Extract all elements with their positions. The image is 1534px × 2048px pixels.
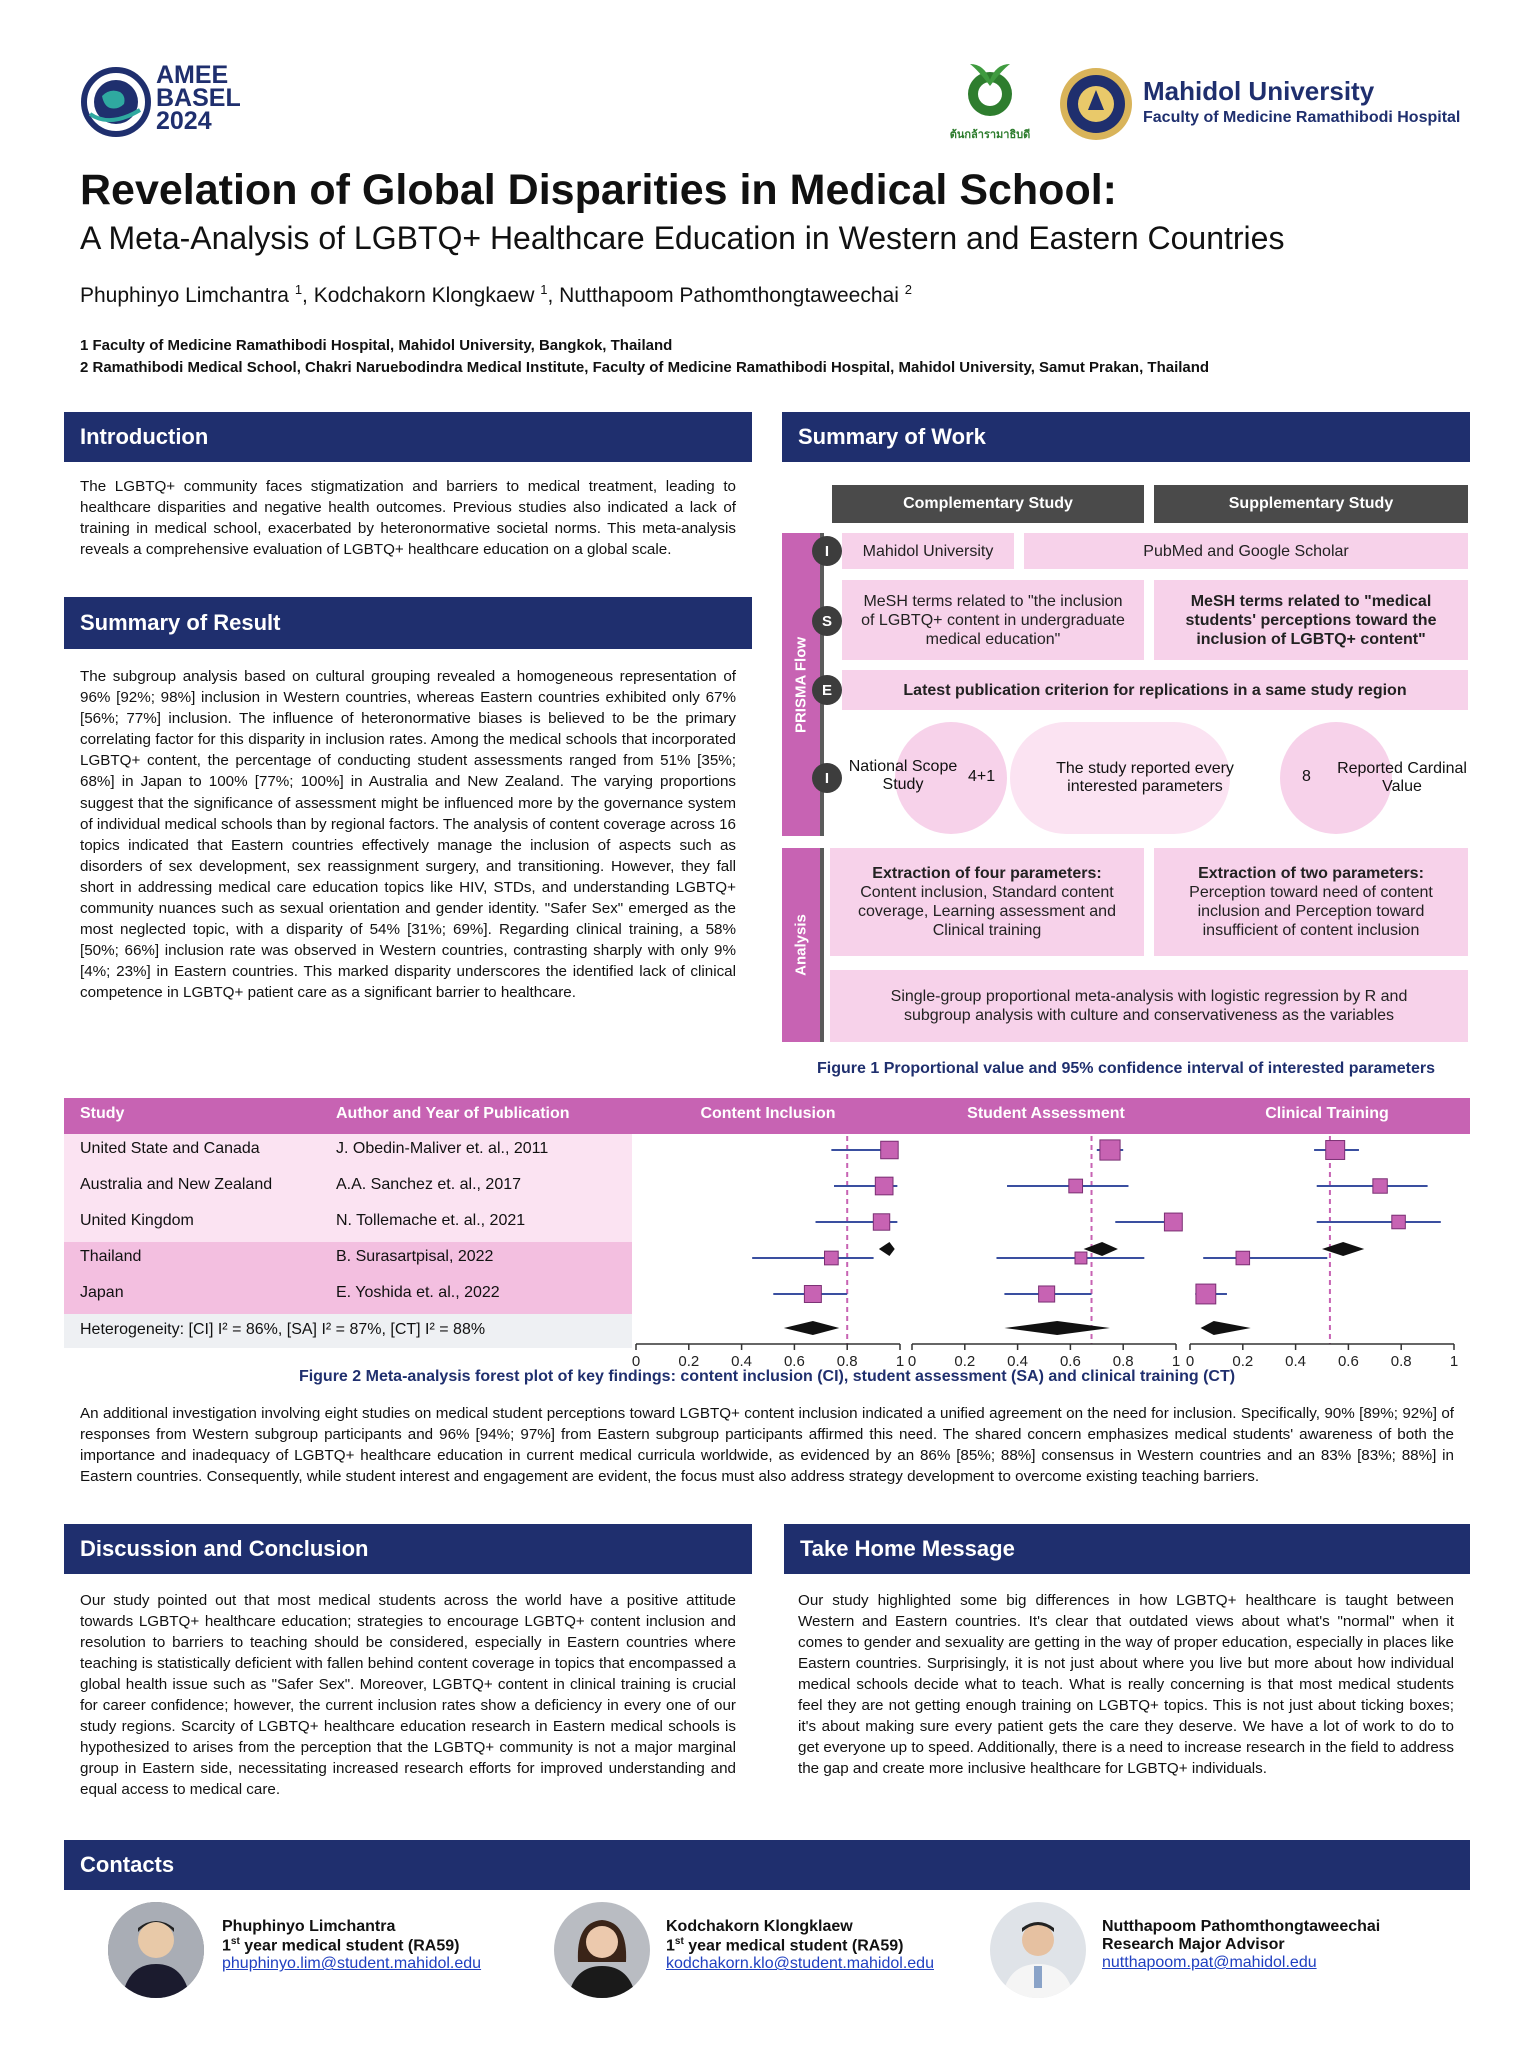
x-axis-tick-label: 0.8 — [1112, 1353, 1134, 1370]
amee-line-2: BASEL — [156, 84, 241, 112]
x-axis-tick-label: 0.2 — [954, 1353, 976, 1370]
study-estimate-point — [1236, 1251, 1250, 1265]
forest-panel-title-ct: Clinical Training — [1265, 1105, 1389, 1122]
study-estimate-point — [1326, 1141, 1345, 1160]
pooled-eastern-diamond — [784, 1321, 839, 1335]
summary-work-heading: Summary of Work — [782, 412, 1470, 462]
study-estimate-point — [1075, 1252, 1087, 1264]
forest-row-author: A.A. Sanchez et. al., 2017 — [336, 1176, 522, 1193]
pooled-western-diamond — [879, 1242, 895, 1256]
study-estimate-point — [881, 1141, 899, 1159]
inclusion-cardinal-value: Reported Cardinal Value — [1337, 760, 1467, 795]
contact-role-text: year medical student (RA59) — [239, 1937, 460, 1955]
prisma-label: PRISMA Flow — [792, 636, 810, 733]
analysis-right-title: Extraction of two parameters: — [1198, 865, 1424, 882]
avatar — [108, 1902, 204, 1998]
study-estimate-point — [1100, 1140, 1120, 1160]
contact-role-text: year medical student (RA59) — [683, 1937, 904, 1955]
author-2: Kodchakorn Klongkaew — [313, 284, 535, 307]
forest-row-author: N. Tollemache et. al., 2021 — [336, 1212, 526, 1229]
amee-line-3: 2024 — [156, 107, 212, 135]
affiliation-1: 1 Faculty of Medicine Ramathibodi Hospital, Mahidol University, Bangkok, Thailand — [80, 337, 673, 354]
person-icon — [108, 1902, 204, 1998]
screening-badge: S — [812, 606, 842, 636]
analysis-right-box — [1154, 848, 1468, 956]
x-axis-tick-label: 0.4 — [1285, 1353, 1307, 1370]
contact-name: Phuphinyo Limchantra — [222, 1918, 396, 1935]
x-axis-tick-label: 0.2 — [678, 1353, 700, 1370]
contact-year-suffix: st — [674, 1936, 684, 1947]
study-estimate-point — [804, 1286, 821, 1303]
x-axis-tick-label: 0.6 — [1059, 1353, 1081, 1370]
contact-year-suffix: st — [230, 1936, 240, 1947]
study-estimate-point — [1069, 1179, 1083, 1193]
inclusion-count-right: 8 — [1302, 768, 1311, 785]
figure-2-caption: Figure 2 Meta-analysis forest plot of key findings: content inclusion (CI), student assessment (SA) and clinical training (CT) — [298, 1368, 1236, 1385]
author-3: Nutthapoom Pathomthongtaweechai — [559, 284, 899, 307]
x-axis-tick-label: 0.4 — [1007, 1353, 1029, 1370]
globe-icon — [80, 66, 152, 138]
screening-right-box: MeSH terms related to "medical students' perceptions toward the inclusion of LGBTQ+ content" — [1154, 580, 1468, 660]
inclusion-count-left: 4+1 — [968, 768, 996, 785]
forest-col-author: Author and Year of Publication — [336, 1105, 570, 1122]
author-separator: , — [302, 284, 308, 307]
contact-2 — [666, 1918, 934, 1973]
forest-row-author: J. Obedin-Maliver et. al., 2011 — [336, 1140, 549, 1157]
discussion-heading: Discussion and Conclusion — [64, 1524, 752, 1574]
sprout-icon — [960, 56, 1020, 118]
analysis-left-title: Extraction of four parameters: — [872, 865, 1102, 882]
forest-col-study: Study — [80, 1105, 125, 1122]
contacts-heading: Contacts — [64, 1840, 1470, 1890]
take-home-heading: Take Home Message — [784, 1524, 1470, 1574]
supplementary-study-header: Supplementary Study — [1154, 485, 1468, 523]
author-1: Phuphinyo Limchantra — [80, 284, 289, 307]
poster-subtitle: A Meta-Analysis of LGBTQ+ Healthcare Education in Western and Eastern Countries — [80, 220, 1285, 256]
faculty-name: Faculty of Medicine Ramathibodi Hospital — [1143, 109, 1461, 126]
additional-investigation-text: An additional investigation involving eight studies on medical student perceptions toward LGBTQ+ content inclusion indicated a unified agreement on the need for inclusion. Specifically, 90% [89%; 92%] of responses from Western subgroup participants and 96% [94%; 97%] from Eastern subgroup participants affirmed this need. The shared concern emphasizes medical students' awareness of both the importance and inadequacy of LGBTQ+ healthcare education in current medical curricula worldwide, as evidenced by an 86% [85%; 88%] consensus in Western countries and an 83% [83%; 88%] in Eastern countries. Consequently, while student interest and engagement are evident, the focus must also address strategy development to overcome existing teaching barriers. — [80, 1405, 1454, 1485]
university-name: Mahidol University — [1143, 76, 1375, 106]
forest-panel-title-sa: Student Assessment — [967, 1105, 1125, 1122]
author-separator: , — [547, 284, 554, 307]
contact-year: 1 — [222, 1937, 231, 1955]
take-home-text: Our study highlighted some big differences in how LGBTQ+ healthcare is taught between Western and Eastern countries. It's clear that outdated views about what's "normal" when it comes to gender and sexuality are getting in the way of proper education, especially in places like Eastern countries. Surprisingly, it is not just about where you live but more about how individual medical schools decide what to teach. What is really concerning is that most medical students feel they are not getting enough training on LGBTQ+ topics. This is not just about ticking boxes; it's about making sure every patient gets the care they deserve. We have a lot of work to do to get everyone up to speed. Additionally, there is a need to increase research in the field to address the gap and create more inclusive healthcare for LGBTQ+ individuals. — [798, 1592, 1454, 1777]
inclusion-criterion: The study reported every interested parameters — [1056, 760, 1234, 795]
person-icon — [554, 1902, 650, 1998]
forest-row-author: E. Yoshida et. al., 2022 — [336, 1284, 500, 1301]
x-axis-tick-label: 0.8 — [1390, 1353, 1412, 1370]
analysis-left-body: Content inclusion, Standard content coverage, Learning assessment and Clinical training — [858, 884, 1116, 939]
contact-1 — [222, 1918, 481, 1973]
analysis-strip-inner — [820, 848, 824, 1042]
pooled-eastern-diamond — [1201, 1321, 1251, 1335]
forest-row-study: United Kingdom — [80, 1212, 194, 1229]
study-estimate-point — [873, 1214, 889, 1230]
summary-result-text: The subgroup analysis based on cultural grouping revealed a homogeneous representation of 96% [92%; 98%] inclusion in Western countries, whereas Eastern countries exhibited only 67% [56%; 77%] inclusion. The influence of heteronormative biases is believed to be the primary correlating factor for this disparity in inclusion rates. Among the medical schools that incorporated LGBTQ+ content, the percentage of conducting student assessments ranged from 51% [35%; 68%] in Japan to 100% [77%; 100%] in Australia and New Zealand. The varying proportions suggest that the significance of assessment might be influenced more by the governance system of individual medical schools than by regional factors. The analysis of content coverage across 16 topics indicated that Eastern countries effectively manage the inclusion of aspects such as disorders of sex development, sex reassignment surgery, and transitioning. However, they fall short in addressing medical care education topics like HIV, STDs, and understanding LGBTQ+ community nuances such as sexual orientation and gender identity. "Safer Sex" emerged as the most neglected topic, with a disparity of 54% [31%; 69%]. Regarding clinical training, a 58% [50%; 66%] inclusion rate was observed in Western countries, contrasting sharply with only 9% [4%; 23%] in Eastern countries. This marked disparity underscores the identified lack of clinical competence in LGBTQ+ patient care as a significant barrier to healthcare. — [80, 668, 736, 1002]
contact-3 — [1102, 1918, 1380, 1972]
university-seal-icon — [1058, 66, 1134, 142]
forest-panel-title-ci: Content Inclusion — [700, 1105, 836, 1122]
contact-email-link[interactable]: phuphinyo.lim@student.mahidol.edu — [222, 1955, 482, 1973]
analysis-label: Analysis — [792, 914, 810, 976]
poster-title: Revelation of Global Disparities in Medical School: — [80, 166, 1117, 214]
author-2-affiliation: 1 — [540, 282, 548, 297]
contact-name: Nutthapoom Pathomthongtaweechai — [1102, 1918, 1381, 1935]
mahidol-seal — [1058, 66, 1134, 142]
analysis-bottom-box: Single-group proportional meta-analysis with logistic regression by R and subgroup analysis with culture and conservativeness as the variables — [830, 970, 1468, 1042]
x-axis-tick-label: 1 — [895, 1353, 905, 1370]
contact-email-link[interactable]: nutthapoom.pat@mahidol.edu — [1102, 1954, 1317, 1971]
study-estimate-point — [1392, 1215, 1406, 1229]
pooled-eastern-diamond — [1004, 1321, 1110, 1335]
forest-row-study: United State and Canada — [80, 1140, 260, 1157]
eligibility-badge: E — [812, 675, 842, 705]
screening-left-box: MeSH terms related to "the inclusion of LGBTQ+ content in undergraduate medical education" — [842, 580, 1144, 660]
x-axis-tick-label: 0.2 — [1232, 1353, 1254, 1370]
forest-plot — [620, 1134, 1470, 1374]
study-estimate-point — [1039, 1286, 1055, 1302]
x-axis-tick-label: 0 — [631, 1353, 641, 1370]
introduction-text: The LGBTQ+ community faces stigmatization and barriers to medical treatment, leading to healthcare disparities and negative health outcomes. Previous studies also indicated a lack of training in medical school, exacerbated by heteronormative societal norms. This meta-analysis reveals a comprehensive evaluation of LGBTQ+ healthcare education on a global scale. — [80, 478, 736, 558]
pooled-western-diamond — [1084, 1242, 1118, 1256]
study-estimate-point — [1373, 1179, 1387, 1193]
forest-row-author: B. Surasartpisal, 2022 — [336, 1248, 494, 1265]
x-axis-tick-label: 0 — [1185, 1353, 1195, 1370]
identification-right-box: PubMed and Google Scholar — [1024, 533, 1468, 569]
forest-row-study: Australia and New Zealand — [80, 1176, 273, 1193]
analysis-right-body: Perception toward need of content inclusion and Perception toward insufficient of content inclusion — [1189, 884, 1433, 939]
study-estimate-point — [1196, 1284, 1216, 1304]
amee-line-1: AMEE — [156, 61, 229, 89]
x-axis-tick-label: 0 — [907, 1353, 917, 1370]
x-axis-tick-label: 1 — [1171, 1353, 1181, 1370]
contact-name: Kodchakorn Klongklaew — [666, 1918, 853, 1935]
complementary-study-header: Complementary Study — [832, 485, 1144, 523]
inclusion-badge: I — [812, 763, 842, 793]
x-axis-tick-label: 0.6 — [1337, 1353, 1359, 1370]
study-estimate-point — [875, 1177, 893, 1195]
introduction-heading: Introduction — [64, 412, 752, 462]
discussion-text: Our study pointed out that most medical students across the world have a positive attitude towards LGBTQ+ healthcare education; strategies to encourage LGBTQ+ content inclusion and resolution to barriers to teaching should be considered, especially in Eastern countries where teaching is statistically deficient with fallen behind content coverage in topics that encompassed a global health issue such as "Safer Sex". Moreover, LGBTQ+ content in clinical training is crucial for career confidence; however, the current inclusion rates show a deficiency in every one of our study regions. Scarcity of LGBTQ+ healthcare education research in Eastern medical schools is hypothesized to arises from the perception that the LGBTQ+ community is not a major marginal group in Eastern side, necessitating increased research efforts for improved understanding and equal access to medical care. — [80, 1592, 736, 1798]
contact-email-link[interactable]: kodchakorn.klo@student.mahidol.edu — [666, 1955, 934, 1973]
affiliation-2: 2 Ramathibodi Medical School, Chakri Naruebodindra Medical Institute, Faculty of Medicine Ramathibodi Hospital, Mahidol University, Samut Prakan, Thailand — [80, 359, 1210, 376]
summary-result-heading: Summary of Result — [64, 597, 752, 649]
pooled-western-diamond — [1322, 1242, 1364, 1256]
avatar — [990, 1902, 1086, 1998]
contact-role — [222, 1936, 481, 1955]
figure-1-caption: Figure 1 Proportional value and 95% confidence interval of interested parameters — [817, 1060, 1435, 1077]
x-axis-tick-label: 0.6 — [783, 1353, 805, 1370]
author-1-affiliation: 1 — [294, 282, 303, 297]
study-estimate-point — [1164, 1213, 1182, 1231]
analysis-strip — [782, 848, 820, 1042]
author-list — [80, 282, 912, 308]
study-estimate-point — [825, 1251, 839, 1265]
forest-row-study: Japan — [80, 1284, 124, 1301]
person-icon — [990, 1902, 1086, 1998]
tree-logo-caption: ต้นกล้ารามาธิบดี — [949, 129, 1031, 141]
avatar — [554, 1902, 650, 1998]
forest-heterogeneity: Heterogeneity: [CI] I² = 86%, [SA] I² = 87%, [CT] I² = 88% — [80, 1321, 486, 1338]
x-axis-tick-label: 0.4 — [731, 1353, 753, 1370]
identification-badge: I — [812, 536, 842, 566]
forest-row-study: Thailand — [80, 1248, 142, 1265]
x-axis-tick-label: 0.8 — [836, 1353, 858, 1370]
amee-logo — [80, 61, 270, 140]
analysis-left-box — [830, 848, 1144, 956]
contact-year: 1 — [666, 1937, 675, 1955]
x-axis-tick-label: 1 — [1449, 1353, 1459, 1370]
identification-left-box: Mahidol University — [842, 533, 1014, 569]
author-3-affiliation: 2 — [904, 282, 912, 297]
contact-role — [666, 1936, 934, 1955]
inclusion-national-scope: National Scope Study — [848, 758, 958, 793]
tree-logo — [945, 56, 1035, 148]
contact-role: Research Major Advisor — [1102, 1936, 1285, 1953]
eligibility-box: Latest publication criterion for replications in a same study region — [842, 670, 1468, 710]
